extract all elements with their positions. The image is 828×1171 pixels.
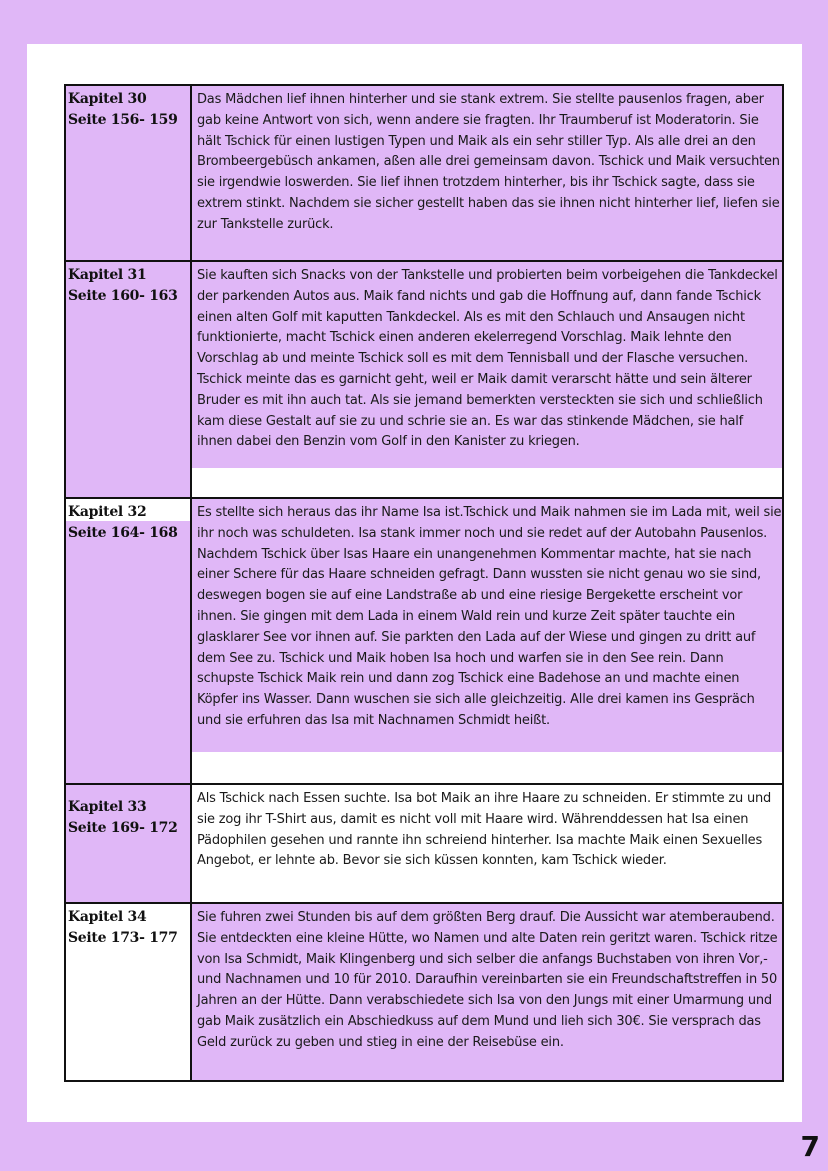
chapter-number: Kapitel 30 (68, 91, 147, 107)
page-range: Seite 160- 163 (68, 288, 178, 304)
chapter-row-33 (65, 784, 783, 903)
chapter-number: Kapitel 31 (68, 267, 147, 283)
chapter-number: Kapitel 33 (68, 799, 147, 815)
chapter-number: Kapitel 32 (68, 504, 147, 520)
chapter-number: Kapitel 34 (68, 909, 147, 925)
chapter-summary-table (64, 84, 784, 1082)
page-range: Seite 156- 159 (68, 112, 178, 128)
page-range: Seite 169- 172 (68, 820, 178, 836)
chapter-label-cell (65, 784, 191, 903)
chapter-label-cell (65, 85, 191, 261)
chapter-summary: Sie fuhren zwei Stunden bis auf dem größten Berg drauf. Die Aussicht war atemberaubend. Sie entdeckten eine kleine Hütte, wo Namen und alte Daten rein geritzt waren. Tschick ritze von Isa Schmidt, Maik Klingenberg und sich selber die anfangs Buchstaben von ihren Vor,-und Nachnamen und 10 für 2010. Daraufhin vereinbarten sie ein Freundschaftstreffen in 50 Jahren an der Hütte. Dann verabschiedete sich Isa von den Jungs mit einer Umarmung und gab Maik zusätzlich ein Abschiedkuss auf dem Mund und lieh sich 30€. Sie versprach das Geld zurück zu geben und stieg in eine der Reisebüse ein. (191, 903, 783, 1081)
chapter-label-cell (65, 498, 191, 784)
chapter-row-30 (65, 85, 783, 261)
chapter-summary: Das Mädchen lief ihnen hinterher und sie stank extrem. Sie stellte pausenlos fragen, aber gab keine Antwort von sich, wenn andere sie fragten. Ihr Traumberuf ist Moderatorin. Sie hält Tschick für einen lustigen Typen und Maik als ein sehr stiller Typ. Als alle drei an den Brombeergebüsch ankamen, aßen alle drei gemeinsam davon. Tschick und Maik versuchten sie irgendwie loswerden. Sie lief ihnen trotzdem hinterher, bis ihr Tschick sagte, dass sie extrem stinkt. Nachdem sie sicher gestellt haben das sie ihnen nicht hinterher lief, liefen sie zur Tankstelle zurück. (191, 85, 783, 261)
page-range: Seite 173- 177 (68, 930, 178, 946)
chapter-label-cell (65, 261, 191, 498)
page-number: 7 (800, 1130, 820, 1163)
chapter-summary: Sie kauften sich Snacks von der Tankstelle und probierten beim vorbeigehen die Tankdeckel der parkenden Autos aus. Maik fand nichts und gab die Hoffnung auf, dann fande Tschick einen alten Golf mit kaputten Tankdeckel. Als es mit den Schlauch und Ansaugen nicht funktionierte, macht Tschick einen anderen ekelerregend Vorschlag. Maik lehnte den Vorschlag ab und meinte Tschick soll es mit dem Tennisball und der Flasche versuchen. Tschick meinte das es garnicht geht, weil er Maik damit verarscht hätte und sein älterer Bruder es mit ihn auch tat. Als sie jemand bemerkten versteckten sie sich und schließlich kam diese Gestalt auf sie zu und schrie sie an. Es war das stinkende Mädchen, sie half ihnen dabei den Benzin vom Golf in den Kanister zu kriegen. (191, 261, 783, 498)
chapter-row-32 (65, 498, 783, 784)
chapter-label-cell (65, 903, 191, 1081)
chapter-summary: Es stellte sich heraus das ihr Name Isa ist.Tschick und Maik nahmen sie im Lada mit, weil sie ihr noch was schuldeten. Isa stank immer noch und sie redet auf der Autobahn Pausenlos. Nachdem Tschick über Isas Haare ein unangenehmen Kommentar machte, hat sie nach einer Schere für das Haare schneiden gefragt. Dann wussten sie nicht genau wo sie sind, deswegen bogen sie auf eine Landstraße ab und eine riesige Bergekette erscheint vor ihnen. Sie gingen mit dem Lada in einem Wald rein und kurze Zeit später tauchte ein glasklarer See vor ihnen auf. Sie parkten den Lada auf der Wiese und gingen zu dritt auf dem See zu. Tschick und Maik hoben Isa hoch und warfen sie in den See rein. Dann schupste Tschick Maik rein und dann zog Tschick eine Badehose an und machte einen Köpfer ins Wasser. Dann wuschen sie sich alle gleichzeitig. Alle drei kamen ins Gespräch und sie erfuhren das Isa mit Nachnamen Schmidt heißt. (191, 498, 783, 784)
page-range: Seite 164- 168 (68, 525, 178, 541)
chapter-row-31 (65, 261, 783, 498)
chapter-summary: Als Tschick nach Essen suchte. Isa bot Maik an ihre Haare zu schneiden. Er stimmte zu und sie zog ihr T-Shirt aus, damit es nicht voll mit Haare wird. Währenddessen hat Isa einen Pädophilen gesehen und rannte ihn schreiend hinterher. Isa machte Maik einen Sexuelles Angebot, er lehnte ab. Bevor sie sich küssen konnten, kam Tschick wieder. (191, 784, 783, 903)
chapter-row-34 (65, 903, 783, 1081)
